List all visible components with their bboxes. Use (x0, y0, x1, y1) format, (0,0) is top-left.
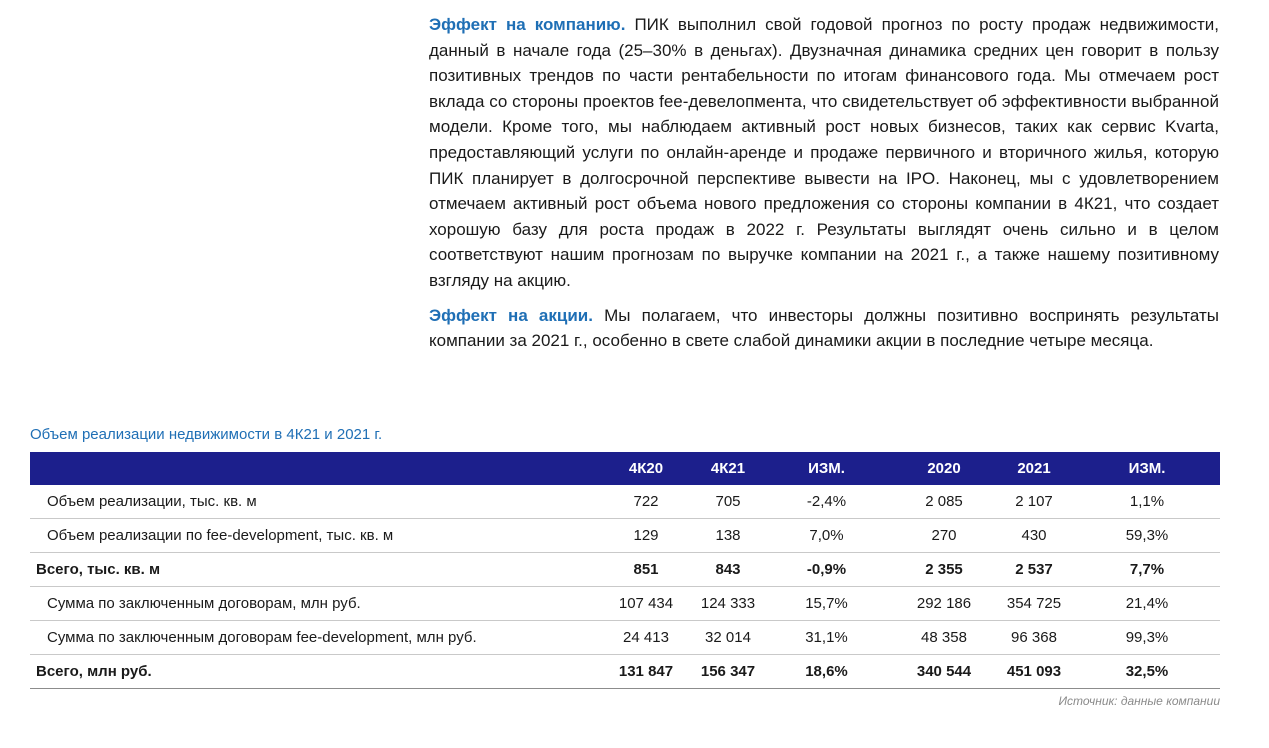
cell-4q21: 843 (697, 553, 759, 587)
table-total-row (30, 553, 1220, 587)
header-change-quarter: ИЗМ. (759, 452, 894, 485)
header-4q20: 4К20 (595, 452, 697, 485)
cell-change-year: 59,3% (1074, 519, 1220, 553)
cell-2021: 354 725 (994, 587, 1074, 621)
cell-change-quarter: 31,1% (759, 621, 894, 655)
cell-4q20: 24 413 (595, 621, 697, 655)
cell-4q20: 851 (595, 553, 697, 587)
cell-4q21: 124 333 (697, 587, 759, 621)
cell-change-year: 1,1% (1074, 485, 1220, 519)
cell-4q20: 722 (595, 485, 697, 519)
stock-effect-text: Мы полагаем, что инвесторы должны позитивно воспринять результаты компании за 2021 г., особенно в свете слабой динамики акции в последние четыре месяца. (429, 305, 1219, 351)
header-4q21: 4К21 (697, 452, 759, 485)
cell-change-quarter: 15,7% (759, 587, 894, 621)
stock-effect-paragraph (429, 303, 1219, 354)
header-label (30, 452, 595, 485)
cell-4q20: 131 847 (595, 655, 697, 689)
source-note: Источник: данные компании (1058, 694, 1220, 708)
cell-4q21: 705 (697, 485, 759, 519)
cell-2021: 430 (994, 519, 1074, 553)
cell-4q21: 32 014 (697, 621, 759, 655)
cell-2020: 270 (894, 519, 994, 553)
cell-4q21: 138 (697, 519, 759, 553)
row-label: Всего, млн руб. (30, 655, 595, 689)
table-row (30, 485, 1220, 519)
cell-2021: 2 537 (994, 553, 1074, 587)
cell-change-quarter: -0,9% (759, 553, 894, 587)
row-label: Сумма по заключенным договорам fee-development, млн руб. (30, 621, 595, 655)
stock-effect-heading: Эффект на акции. (429, 305, 593, 325)
cell-2021: 2 107 (994, 485, 1074, 519)
cell-2020: 2 355 (894, 553, 994, 587)
table-caption: Объем реализации недвижимости в 4К21 и 2021 г. (30, 426, 383, 443)
cell-change-year: 32,5% (1074, 655, 1220, 689)
cell-change-year: 99,3% (1074, 621, 1220, 655)
table-row (30, 621, 1220, 655)
cell-change-year: 7,7% (1074, 553, 1220, 587)
company-effect-paragraph (429, 12, 1219, 294)
commentary-text (429, 12, 1219, 363)
company-effect-heading: Эффект на компанию. (429, 15, 626, 34)
header-2020: 2020 (894, 452, 994, 485)
row-label: Объем реализации по fee-development, тыс. кв. м (30, 519, 595, 553)
header-2021: 2021 (994, 452, 1074, 485)
header-change-year: ИЗМ. (1074, 452, 1220, 485)
row-label: Сумма по заключенным договорам, млн руб. (30, 587, 595, 621)
cell-change-quarter: -2,4% (759, 485, 894, 519)
company-effect-text: ПИК выполнил свой годовой прогноз по росту продаж недвижимости, данный в начале года (25–30% в деньгах). Двузначная динамика средних цен говорит в пользу позитивных трендов по части рентабельности по итогам финансового года. Мы отмечаем рост вклада со стороны проектов fee-девелопмента, что свидетельствует об эффективности выбранной модели. Кроме того, мы наблюдаем активный рост новых бизнесов, таких как сервис Kvarta, предоставляющий услуги по онлайн-аренде и продаже первичного и вторичного жилья, которую ПИК планирует в долгосрочной перспективе вывести на IPO. Наконец, мы с удовлетворением отмечаем активный рост объема нового предложения со стороны компании в 4К21, что создает хорошую базу для роста продаж в 2022 г. Результаты выглядят очень сильно и в целом соответствуют нашим прогнозам по выручке компании на 2021 г., а также нашему позитивному взгляду на акцию. (429, 15, 1219, 290)
table-total-row (30, 655, 1220, 689)
cell-4q20: 107 434 (595, 587, 697, 621)
table-row (30, 519, 1220, 553)
cell-change-quarter: 18,6% (759, 655, 894, 689)
cell-2020: 2 085 (894, 485, 994, 519)
table-row (30, 587, 1220, 621)
cell-2021: 451 093 (994, 655, 1074, 689)
cell-2020: 340 544 (894, 655, 994, 689)
table-header-row (30, 452, 1220, 485)
cell-4q20: 129 (595, 519, 697, 553)
cell-4q21: 156 347 (697, 655, 759, 689)
cell-2020: 292 186 (894, 587, 994, 621)
cell-change-year: 21,4% (1074, 587, 1220, 621)
row-label: Объем реализации, тыс. кв. м (30, 485, 595, 519)
cell-2020: 48 358 (894, 621, 994, 655)
sales-table (30, 452, 1220, 689)
row-label: Всего, тыс. кв. м (30, 553, 595, 587)
cell-2021: 96 368 (994, 621, 1074, 655)
cell-change-quarter: 7,0% (759, 519, 894, 553)
